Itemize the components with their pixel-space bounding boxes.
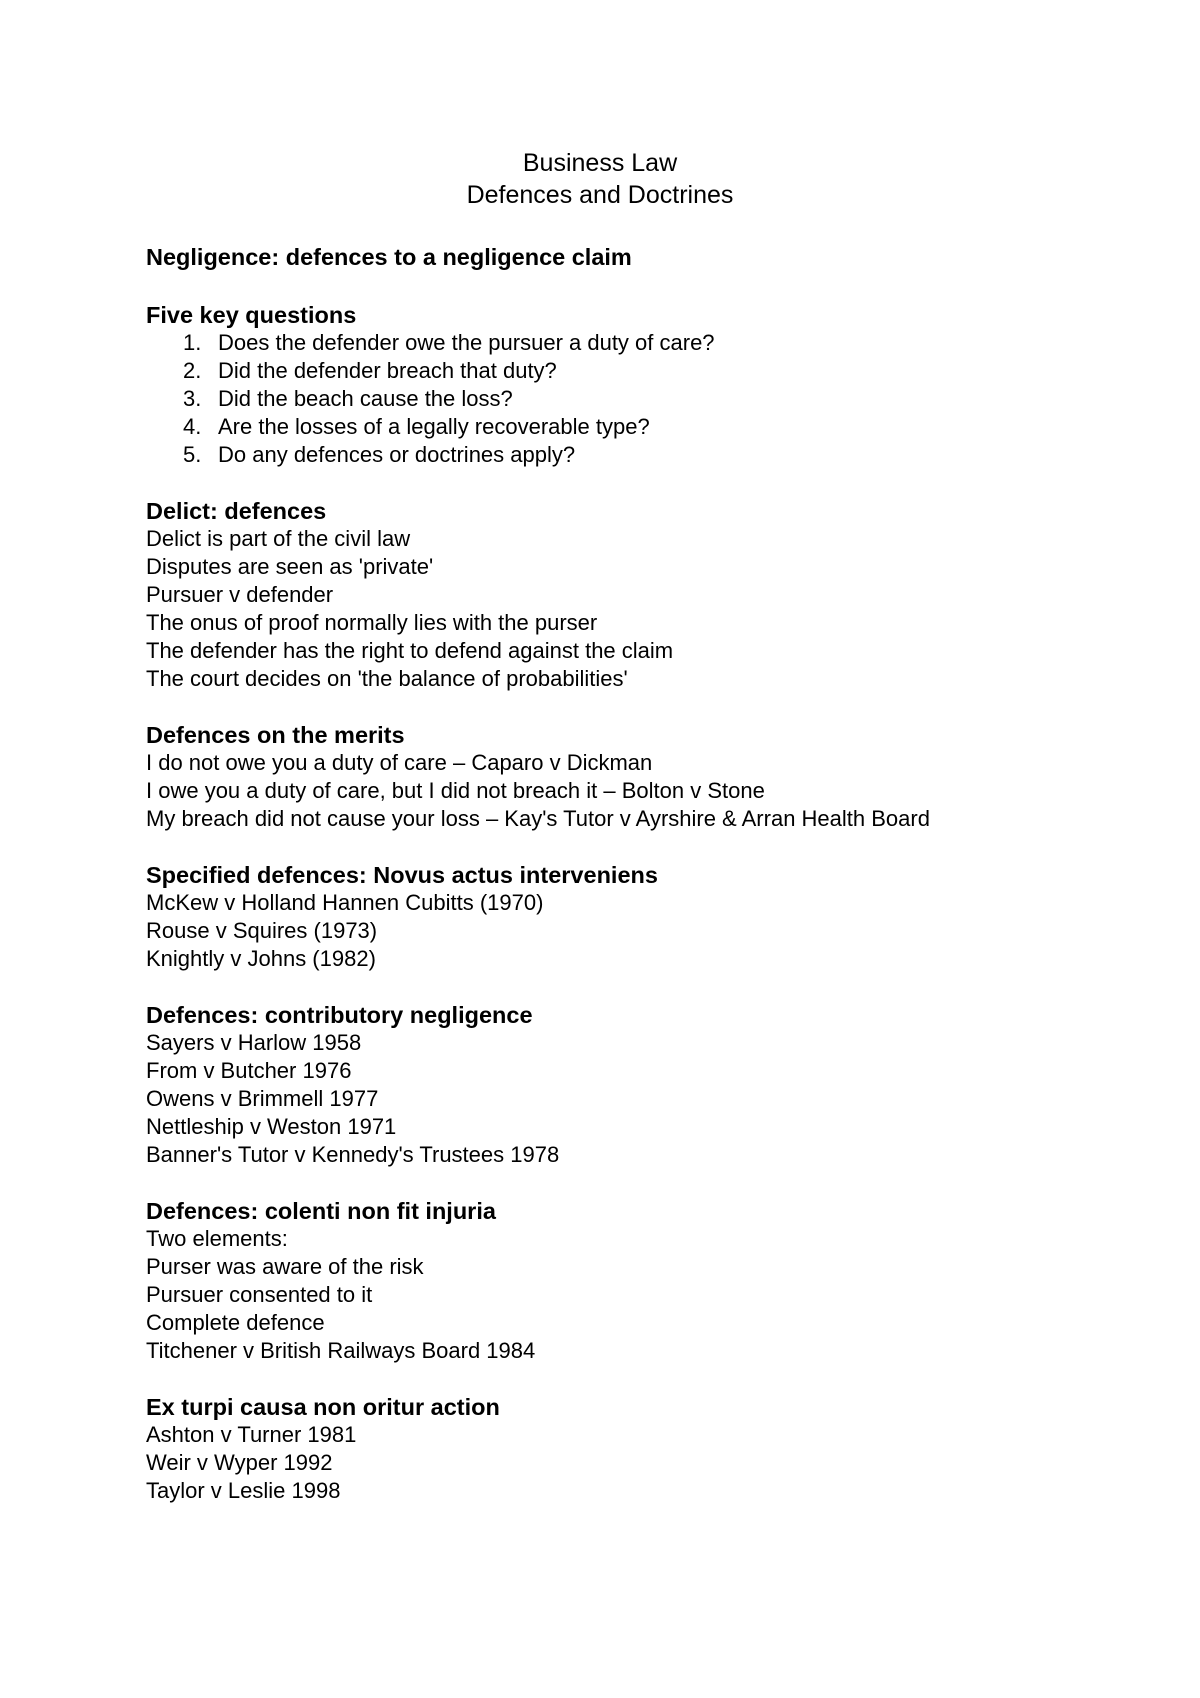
section-volenti [146, 1197, 1126, 1365]
section-heading: Specified defences: Novus actus interveniens [146, 862, 658, 888]
case-line: Knightly v Johns (1982) [146, 946, 376, 971]
section-contributory-negligence [146, 1001, 1126, 1169]
case-line: Banner's Tutor v Kennedy's Trustees 1978 [146, 1142, 560, 1167]
list-item [146, 329, 1126, 357]
section-five-questions [146, 301, 1126, 469]
list-item-text: Did the defender breach that duty? [218, 358, 557, 383]
text-line: Pursuer v defender [146, 582, 334, 607]
text-line: I do not owe you a duty of care – Caparo v Dickman [146, 750, 653, 775]
section-delict [146, 497, 1126, 693]
section-heading: Defences: colenti non fit injuria [146, 1198, 496, 1224]
case-line: Weir v Wyper 1992 [146, 1450, 333, 1475]
case-line: From v Butcher 1976 [146, 1058, 352, 1083]
document-body [146, 243, 1126, 1533]
list-number: 1. [183, 330, 202, 355]
section-heading: Five key questions [146, 302, 357, 328]
text-line: Disputes are seen as 'private' [146, 554, 434, 579]
text-line: I owe you a duty of care, but I did not breach it – Bolton v Stone [146, 778, 765, 803]
section-heading: Defences: contributory negligence [146, 1002, 533, 1028]
list-item [146, 357, 1126, 385]
list-number: 2. [183, 358, 202, 383]
text-line: Delict is part of the civil law [146, 526, 411, 551]
case-line: Ashton v Turner 1981 [146, 1422, 357, 1447]
document-subtitle: Defences and Doctrines [466, 181, 734, 209]
document-title: Business Law [522, 149, 678, 177]
section-ex-turpi [146, 1393, 1126, 1505]
list-item-text: Does the defender owe the pursuer a duty of care? [218, 330, 715, 355]
list-item-text: Are the losses of a legally recoverable type? [218, 414, 650, 439]
section-heading: Negligence: defences to a negligence claim [146, 244, 632, 270]
text-line: Pursuer consented to it [146, 1282, 373, 1307]
text-line: Two elements: [146, 1226, 288, 1251]
list-item-text: Did the beach cause the loss? [218, 386, 513, 411]
list-number: 3. [183, 386, 202, 411]
section-negligence [146, 243, 1126, 271]
list-item-text: Do any defences or doctrines apply? [218, 442, 576, 467]
text-line: My breach did not cause your loss – Kay's Tutor v Ayrshire & Arran Health Board [146, 806, 930, 831]
text-line: The defender has the right to defend against the claim [146, 638, 674, 663]
section-heading: Ex turpi causa non oritur action [146, 1394, 500, 1420]
text-line: The onus of proof normally lies with the purser [146, 610, 598, 635]
section-heading: Delict: defences [146, 498, 327, 524]
text-line: Complete defence [146, 1310, 325, 1335]
case-line: Owens v Brimmell 1977 [146, 1086, 379, 1111]
list-item [146, 385, 1126, 413]
list-number: 4. [183, 414, 202, 439]
list-number: 5. [183, 442, 202, 467]
questions-list [146, 329, 1126, 469]
case-line: Titchener v British Railways Board 1984 [146, 1338, 536, 1363]
case-line: McKew v Holland Hannen Cubitts (1970) [146, 890, 544, 915]
case-line: Sayers v Harlow 1958 [146, 1030, 362, 1055]
section-novus-actus [146, 861, 1126, 973]
case-line: Nettleship v Weston 1971 [146, 1114, 397, 1139]
section-heading: Defences on the merits [146, 722, 405, 748]
case-line: Taylor v Leslie 1998 [146, 1478, 341, 1503]
text-line: The court decides on 'the balance of probabilities' [146, 666, 628, 691]
list-item [146, 441, 1126, 469]
case-line: Rouse v Squires (1973) [146, 918, 378, 943]
list-item [146, 413, 1126, 441]
text-line: Purser was aware of the risk [146, 1254, 424, 1279]
section-merits [146, 721, 1126, 833]
title-block [0, 147, 1200, 211]
